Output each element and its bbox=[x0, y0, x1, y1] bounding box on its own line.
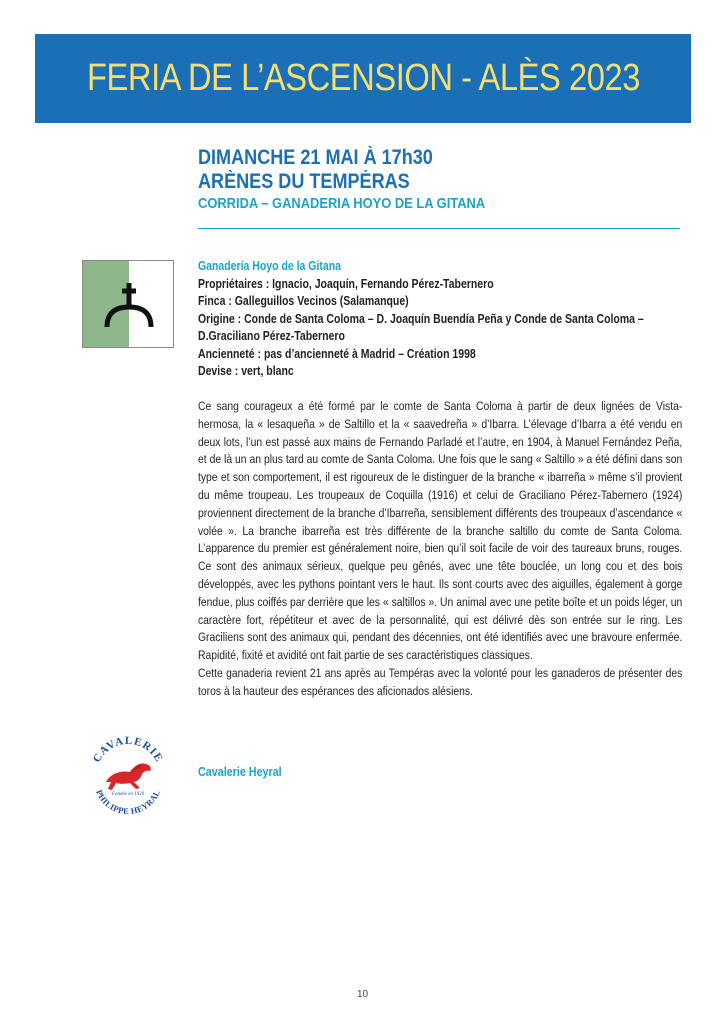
iron-brand-icon bbox=[83, 261, 174, 348]
heading-divider bbox=[198, 228, 680, 229]
seniority-label: Ancienneté : bbox=[198, 346, 264, 361]
owners-value: Ignacio, Joaquín, Fernando Pérez-Tabernero bbox=[272, 276, 494, 291]
logo-top-text: CAVALERIE bbox=[90, 734, 166, 765]
origin-value: Conde de Santa Coloma – D. Joaquín Buendía Peña y Conde de Santa Coloma – bbox=[244, 311, 644, 326]
cavalerie-logo bbox=[84, 730, 172, 818]
page-number: 10 bbox=[356, 989, 369, 1000]
event-venue: ARÈNES DU TEMPÉRAS bbox=[198, 170, 410, 193]
owners-row bbox=[198, 276, 606, 294]
origin-row-continued bbox=[198, 328, 606, 346]
devise-row bbox=[198, 363, 606, 381]
seniority-value: pas d’ancienneté à Madrid – Création 1998 bbox=[263, 346, 476, 361]
finca-label: Finca : bbox=[198, 294, 235, 308]
devise-value: vert, blanc bbox=[241, 364, 294, 378]
ganaderia-name: Ganadería Hoyo de la Gitana bbox=[198, 259, 341, 273]
ganaderia-info bbox=[198, 258, 684, 381]
banner-title: FERIA DE L’ASCENSION - ALÈS 2023 bbox=[86, 57, 640, 99]
event-date: DIMANCHE 21 MAI À 17h30 bbox=[198, 146, 433, 169]
origin-value-continued: D.Graciliano Pérez-Tabernero bbox=[198, 329, 345, 343]
logo-tagline: Fondée en 1920 bbox=[111, 792, 145, 797]
description-paragraph-2: Cette ganaderia revient 21 ans après au Tempéras avec la volonté pour les ganaderos de présenter des toros à la hauteur des espérances des aficionados alésiens. bbox=[198, 665, 683, 698]
origin-label: Origine : bbox=[198, 311, 245, 326]
finca-row bbox=[198, 293, 606, 311]
ganaderia-description bbox=[198, 398, 682, 701]
ganaderia-flag bbox=[82, 260, 174, 348]
finca-value: Galleguillos Vecinos (Salamanque) bbox=[234, 294, 409, 308]
origin-row bbox=[198, 311, 644, 329]
owners-label: Propriétaires : bbox=[198, 276, 273, 291]
seniority-row bbox=[198, 346, 606, 364]
event-type: CORRIDA – GANADERIA HOYO DE LA GITANA bbox=[198, 195, 486, 212]
logo-bottom-text: PHILIPPE HEYRAL bbox=[94, 788, 162, 817]
header-banner bbox=[35, 34, 691, 123]
cavalerie-name: Cavalerie Heyral bbox=[198, 765, 282, 779]
description-paragraph-1: Ce sang courageux a été formé par le comte de Santa Coloma à partir de deux lignées de Vista-hermosa, la « lesaqueña » de Saltillo et la « saavedreña » d’Ibarra. L’élevage d’Ibarra a été vendu en deux lots, l’un est passé aux mains de Fernando Parladé et l’autre, en 1904, à Manuel Fernández Peña, et de là un an plus tard au comte de Santa Coloma. Une fois que le sang « Saltillo » a été défini dans son type et son comportement, il est rigoureux de le distinguer de la branche « ibarreña » même s’il provient du même troupeau. Les troupeaux de Coquilla (1916) et celui de Graciliano Pérez-Tabernero (1924) proviennent directement de la branche d’Ibarreña, sensiblement différents des troupeaux d’ascendance « volée ». La branche ibarreña est très différente de la branche saltillo du comte de Santa Coloma. L’apparence du premier est généralement noire, bien qu’il soit facile de voir des taureaux bruns, rouges. Ce sont des animaux sérieux, quelque peu gênés, avec une tête bouclée, un long cou et des bois développés, avec les pythons pointant vers le haut. Ils sont courts avec des aiguilles, également à gorge fendue, plus coiffés par derrière que les « saltillos ». Un animal avec une petite boîte et un poids léger, un caractère fort, répétiteur et avec de la personnalité, qui est délivré dès son entrée sur le ring. Les Graciliens sont des animaux qui, pendant des décennies, ont été identifiés avec une bravoure enfermée. Rapidité, fixité et avidité ont fait partie de ses caractéristiques classiques. bbox=[198, 399, 683, 663]
devise-label: Devise : bbox=[198, 364, 242, 378]
event-heading bbox=[198, 146, 680, 214]
horse-icon bbox=[106, 763, 151, 790]
